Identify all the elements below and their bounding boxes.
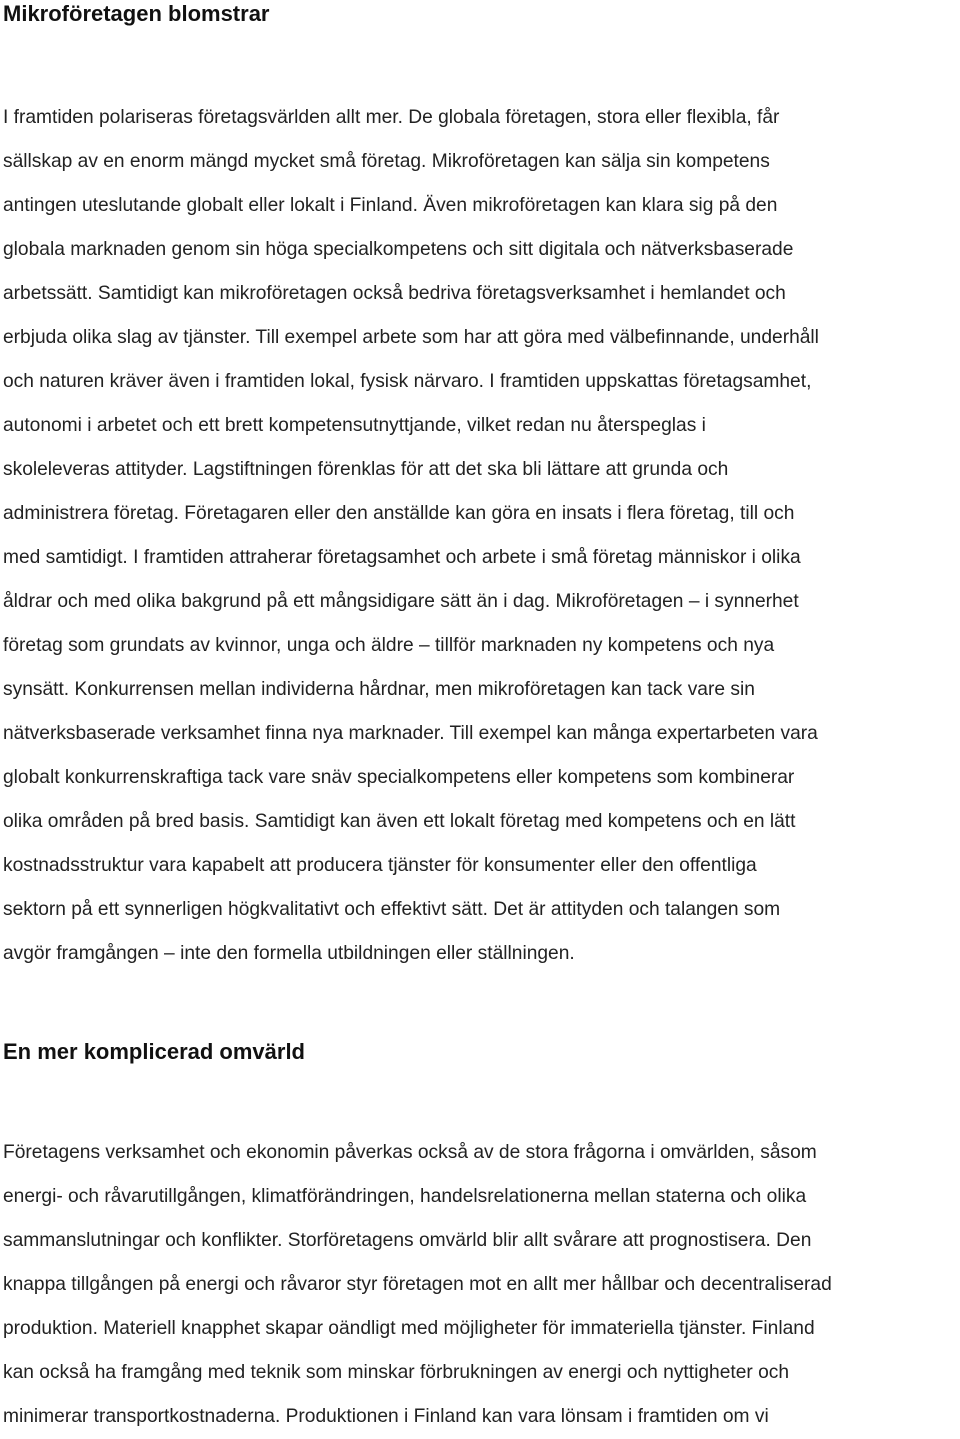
text-line: energi- och råvarutillgången, klimatförändringen, handelsrelationerna mellan staterna och olika (3, 1186, 807, 1207)
text-line: minimerar transportkostnaderna. Produktionen i Finland kan vara lönsam i framtiden om vi (3, 1406, 769, 1427)
text-line: olika områden på bred basis. Samtidigt kan även ett lokalt företag med kompetens och en lätt (3, 811, 796, 832)
text-line: globala marknaden genom sin höga specialkompetens och sitt digitala och nätverksbaserade (3, 239, 794, 260)
text-line: sektorn på ett synnerligen högkvalitativt och effektivt sätt. Det är attityden och talangen som (3, 899, 781, 920)
section-heading-mikroforetagen: Mikroföretagen blomstrar (3, 1, 270, 26)
text-line: kan också ha framgång med teknik som minskar förbrukningen av energi och nyttigheter och (3, 1362, 790, 1383)
text-line: antingen uteslutande globalt eller lokalt i Finland. Även mikroföretagen kan klara sig på den (3, 195, 778, 216)
section-heading-omvarld: En mer komplicerad omvärld (3, 1039, 305, 1064)
text-line: och naturen kräver även i framtiden lokal, fysisk närvaro. I framtiden uppskattas företagsamhet, (3, 371, 812, 392)
text-line: Företagens verksamhet och ekonomin påverkas också av de stora frågorna i omvärlden, såsom (3, 1142, 817, 1163)
text-line: knappa tillgången på energi och råvaror styr företagen mot en allt mer hållbar och decentraliserad (3, 1274, 832, 1295)
text-line: produktion. Materiell knapphet skapar oändligt med möjligheter för immateriella tjänster. Finland (3, 1318, 815, 1339)
text-line: företag som grundats av kvinnor, unga och äldre – tillför marknaden ny kompetens och nya (3, 635, 775, 656)
text-line: skoleleveras attityder. Lagstiftningen förenklas för att det ska bli lättare att grunda och (3, 459, 729, 480)
text-line: autonomi i arbetet och ett brett kompetensutnyttjande, vilket redan nu återspeglas i (3, 415, 706, 436)
text-line: erbjuda olika slag av tjänster. Till exempel arbete som har att göra med välbefinnande, underhåll (3, 327, 819, 348)
text-line: åldrar och med olika bakgrund på ett mångsidigare sätt än i dag. Mikroföretagen – i synnerhet (3, 591, 799, 612)
text-line: administrera företag. Företagaren eller den anställde kan göra en insats i flera företag, till och (3, 503, 795, 524)
paragraph-mikroforetagen (3, 96, 960, 976)
text-line: kostnadsstruktur vara kapabelt att producera tjänster för konsumenter eller den offentliga (3, 855, 757, 876)
text-line: synsätt. Konkurrensen mellan individerna hårdnar, men mikroföretagen kan tack vare sin (3, 679, 755, 700)
text-line: arbetssätt. Samtidigt kan mikroföretagen också bedriva företagsverksamhet i hemlandet och (3, 283, 786, 304)
text-line: sällskap av en enorm mängd mycket små företag. Mikroföretagen kan sälja sin kompetens (3, 151, 770, 172)
text-line: nätverksbaserade verksamhet finna nya marknader. Till exempel kan många expertarbeten vara (3, 723, 818, 744)
text-line: avgör framgången – inte den formella utbildningen eller ställningen. (3, 943, 575, 964)
text-line: med samtidigt. I framtiden attraherar företagsamhet och arbete i små företag människor i olika (3, 547, 801, 568)
paragraph-omvarld (3, 1131, 960, 1439)
text-line: globalt konkurrenskraftiga tack vare snäv specialkompetens eller kompetens som kombinerar (3, 767, 795, 788)
text-line: sammanslutningar och konflikter. Storföretagens omvärld blir allt svårare att prognostisera. Den (3, 1230, 812, 1251)
text-line: I framtiden polariseras företagsvärlden allt mer. De globala företagen, stora eller flexibla, får (3, 107, 780, 128)
